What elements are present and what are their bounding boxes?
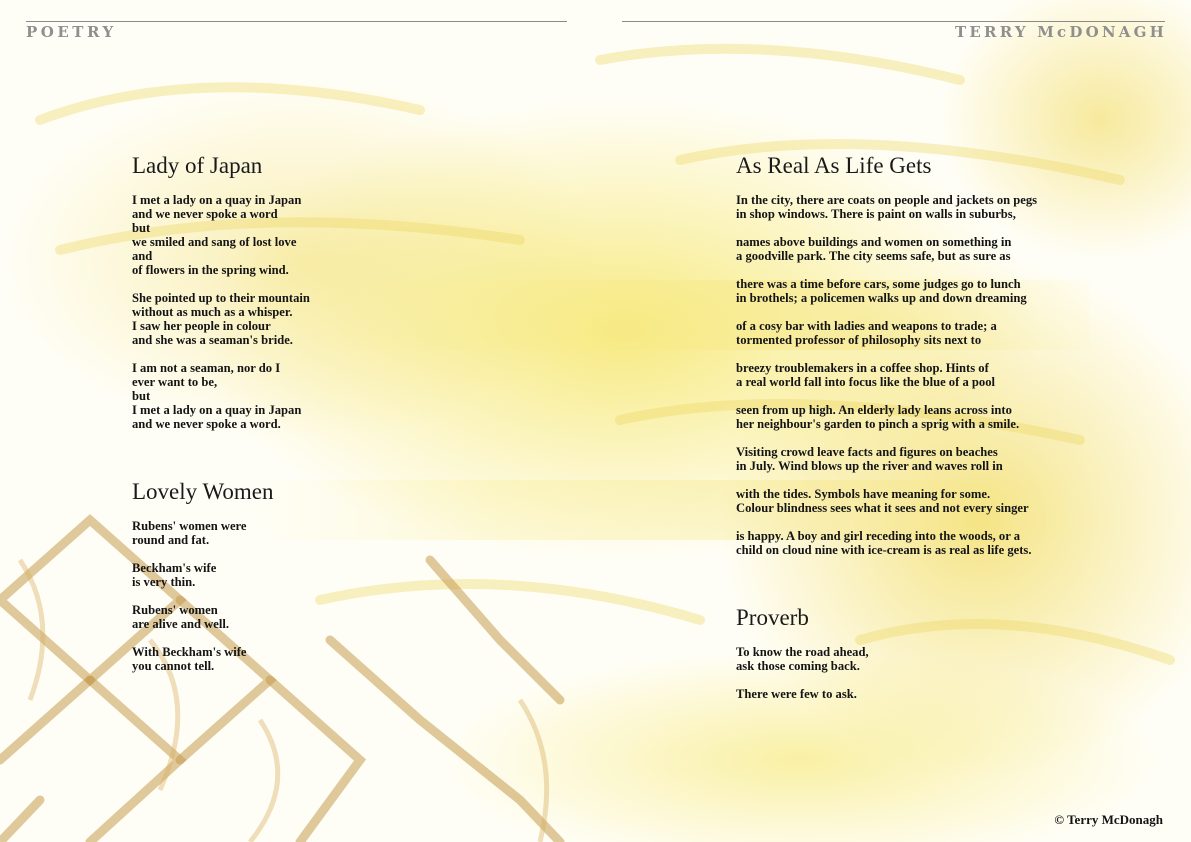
stanza <box>736 235 1037 263</box>
stanza <box>736 403 1037 431</box>
stanza <box>132 561 273 589</box>
poem-line: and she was a seaman's bride. <box>132 333 293 347</box>
poem-line: Beckham's wife <box>132 561 217 575</box>
poem-title: Lady of Japan <box>132 153 263 178</box>
poem-title: Proverb <box>736 605 809 630</box>
poem-line: breezy troublemakers in a coffee shop. Hints of <box>736 361 989 375</box>
poem-line: without as much as a whisper. <box>132 305 293 319</box>
stanza <box>132 519 273 547</box>
stanza <box>132 291 310 347</box>
poem-as-real-as-life-gets <box>736 153 1037 571</box>
stanza <box>736 487 1037 515</box>
poem-line: there was a time before cars, some judges go to lunch <box>736 277 1021 291</box>
poem-line: child on cloud nine with ice-cream is as real as life gets. <box>736 543 1032 557</box>
stanza <box>132 361 310 431</box>
stanza <box>736 687 869 701</box>
header-right <box>622 21 1165 42</box>
author-label: TERRY McDONAGH <box>955 23 1167 41</box>
poem-line: we smiled and sang of lost love <box>132 235 297 249</box>
poem-line: There were few to ask. <box>736 687 857 701</box>
copyright-notice: © Terry McDonagh <box>1054 812 1163 827</box>
stanza <box>736 193 1037 221</box>
poem-line: To know the road ahead, <box>736 645 869 659</box>
stanza <box>736 277 1037 305</box>
poem-line: is very thin. <box>132 575 196 589</box>
header-left <box>26 21 567 42</box>
poem-line: ever want to be, <box>132 375 218 389</box>
poem-line: With Beckham's wife <box>132 645 247 659</box>
poem-line: Colour blindness sees what it sees and not every singer <box>736 501 1029 515</box>
poem-line: She pointed up to their mountain <box>132 291 310 305</box>
stanza <box>132 193 310 277</box>
poem-line: but <box>132 221 151 235</box>
poem-line: of flowers in the spring wind. <box>132 263 289 277</box>
stanza <box>736 529 1037 557</box>
stanza <box>132 645 273 673</box>
poem-line: is happy. A boy and girl receding into the woods, or a <box>736 529 1020 543</box>
poem-line: Rubens' women were <box>132 519 247 533</box>
poem-line: seen from up high. An elderly lady leans across into <box>736 403 1012 417</box>
poem-line: a real world fall into focus like the blue of a pool <box>736 375 995 389</box>
poem-line: round and fat. <box>132 533 210 547</box>
stanza <box>736 445 1037 473</box>
poem-lovely-women <box>132 479 273 687</box>
poem-line: names above buildings and women on something in <box>736 235 1012 249</box>
poem-line: and <box>132 249 153 263</box>
stanza <box>736 319 1037 347</box>
poem-line: ask those coming back. <box>736 659 860 673</box>
poem-line: and we never spoke a word. <box>132 417 281 431</box>
poem-line: I met a lady on a quay in Japan <box>132 193 302 207</box>
stanza <box>132 603 273 631</box>
poem-line: I am not a seaman, nor do I <box>132 361 281 375</box>
poem-line: you cannot tell. <box>132 659 215 673</box>
poem-line: in brothels; a policemen walks up and down dreaming <box>736 291 1027 305</box>
poem-line: tormented professor of philosophy sits next to <box>736 333 982 347</box>
poem-line: with the tides. Symbols have meaning for some. <box>736 487 991 501</box>
poem-lady-of-japan <box>132 153 310 445</box>
poem-line: I saw her people in colour <box>132 319 271 333</box>
poem-proverb <box>736 605 869 715</box>
section-label: POETRY <box>26 23 117 41</box>
poem-line: a goodville park. The city seems safe, but as sure as <box>736 249 1011 263</box>
poem-line: Visiting crowd leave facts and figures on beaches <box>736 445 998 459</box>
poem-line: her neighbour's garden to pinch a sprig with a smile. <box>736 417 1020 431</box>
poem-line: in shop windows. There is paint on walls in suburbs, <box>736 207 1016 221</box>
poem-line: in July. Wind blows up the river and waves roll in <box>736 459 1003 473</box>
poem-line: Rubens' women <box>132 603 218 617</box>
poem-line: but <box>132 389 151 403</box>
poem-line: of a cosy bar with ladies and weapons to trade; a <box>736 319 997 333</box>
poem-title: As Real As Life Gets <box>736 153 932 178</box>
poem-line: and we never spoke a word <box>132 207 278 221</box>
poem-line: In the city, there are coats on people and jackets on pegs <box>736 193 1038 207</box>
poem-title: Lovely Women <box>132 479 274 504</box>
stanza <box>736 645 869 673</box>
stanza <box>736 361 1037 389</box>
poem-line: I met a lady on a quay in Japan <box>132 403 302 417</box>
poem-line: are alive and well. <box>132 617 230 631</box>
